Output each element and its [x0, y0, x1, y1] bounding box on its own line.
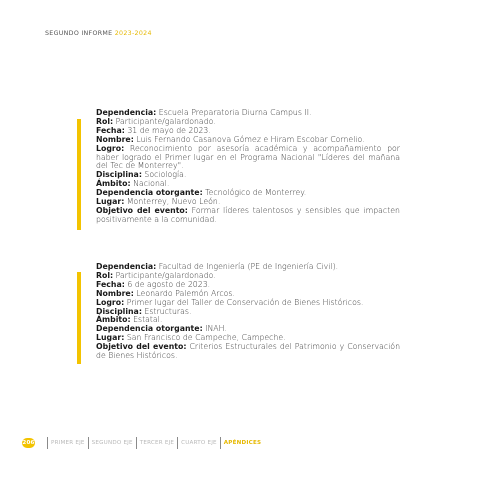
footer-divider [47, 437, 48, 449]
field-value: Monterrey, Nuevo León. [126, 197, 221, 207]
field-value: Escuela Preparatoria Diurna Campus II. [158, 108, 312, 117]
field-value: Participante/galardonado. [115, 270, 216, 280]
field-label: Fecha: [96, 279, 125, 289]
footer-section-cuarto-eje[interactable]: CUARTO EJE [181, 440, 217, 446]
field-value: Criterios Estructurales del Patrimonio y Conservación de Bienes Históricos. [96, 342, 401, 361]
running-header [45, 30, 152, 37]
field-value: Leonardo Palemón Arcos. [136, 288, 235, 298]
field-label: Nombre: [96, 288, 134, 298]
field-label: Objetivo del evento: [96, 342, 187, 352]
footer-section-apendices[interactable]: APÉNDICES [223, 440, 262, 446]
page-number-badge: 206 [22, 440, 35, 446]
field-label: Dependencia: [96, 262, 157, 271]
field-label: Logro: [96, 297, 125, 307]
field-label: Lugar: [96, 197, 125, 207]
field-label: Lugar: [96, 333, 125, 343]
field-label: Dependencia otorgante: [96, 324, 203, 334]
field-value: INAH. [205, 324, 227, 334]
field-value: 6 de agosto de 2023. [127, 279, 211, 289]
field-label: Rol: [96, 116, 114, 126]
award-entry [96, 109, 400, 225]
footer-section-segundo-eje[interactable]: SEGUNDO EJE [91, 440, 133, 446]
entry-accent-bar [77, 272, 81, 364]
field-value: Sociología. [144, 170, 187, 180]
field-value: Tecnológico de Monterrey. [205, 188, 307, 198]
header-years: 2023-2024 [114, 30, 152, 37]
field-label: Rol: [96, 270, 114, 280]
field-value: Reconocimiento por asesoría académica y acompañamiento por haber logrado el Primer lugar en el Programa Nacional "Líderes del mañana del Tec de Monterrey". [96, 143, 400, 171]
footer-section-tercer-eje[interactable]: TERCER EJE [139, 440, 175, 446]
field-value: Luis Fernando Casanova Gómez e Hiram Escobar Cornelio. [136, 134, 365, 144]
entry-accent-bar [77, 119, 81, 230]
page-footer [22, 437, 262, 449]
field-label: Fecha: [96, 125, 125, 135]
field-label: Dependencia otorgante: [96, 188, 203, 198]
field-value: Nacional. [133, 179, 170, 189]
field-label: Disciplina: [96, 170, 142, 180]
footer-section-primer-eje[interactable]: PRIMER EJE [51, 440, 85, 446]
field-label: Disciplina: [96, 306, 142, 316]
footer-divider [177, 437, 178, 449]
award-entry [96, 263, 400, 361]
field-value: 31 de mayo de 2023. [127, 125, 211, 135]
field-label: Objetivo del evento: [96, 205, 188, 215]
footer-divider [220, 437, 221, 449]
field-label: Nombre: [96, 134, 134, 144]
field-label: Ámbito: [96, 315, 131, 325]
field-value: Formar líderes talentosos y sensibles que impacten positivamente a la comunidad. [96, 205, 401, 224]
field-value: Estatal. [133, 315, 163, 325]
field-value: San Francisco de Campeche, Campeche. [126, 333, 286, 343]
entry-field [96, 343, 400, 361]
field-label: Dependencia: [96, 108, 157, 117]
entry-field [96, 145, 400, 172]
field-value: Participante/galardonado. [115, 116, 216, 126]
field-value: Primer lugar del Taller de Conservación de Bienes Históricos. [126, 297, 364, 307]
field-value: Estructuras. [144, 306, 192, 316]
header-title: SEGUNDO INFORME [45, 30, 113, 37]
entry-field [96, 207, 400, 225]
field-label: Logro: [96, 143, 125, 153]
footer-divider [136, 437, 137, 449]
field-label: Ámbito: [96, 179, 131, 189]
field-value: Facultad de Ingeniería (PE de Ingeniería Civil). [158, 262, 339, 271]
footer-divider [88, 437, 89, 449]
